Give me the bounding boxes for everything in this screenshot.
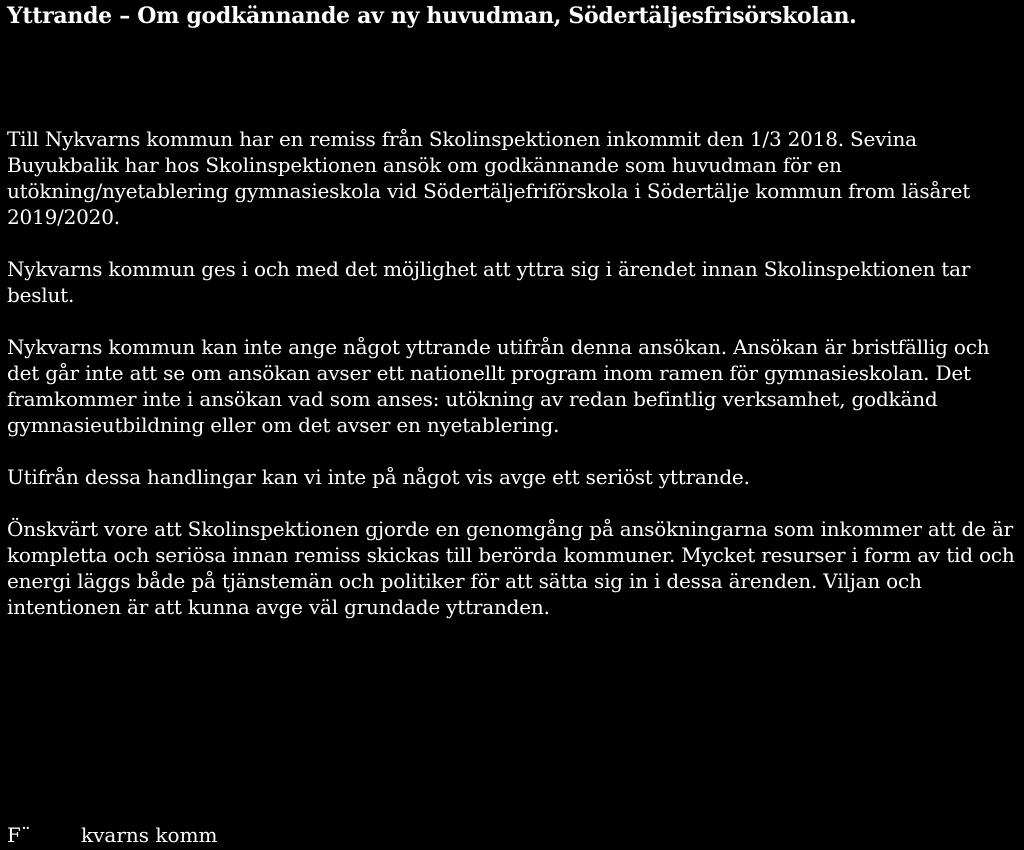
signature-text: kvarns komm [81, 823, 218, 847]
paragraph-remiss-info: Till Nykvarns kommun har en remiss från Skolinspektionen inkommit den 1/3 2018. Sevina Buyukbalik har hos Skolinspektionen ansök om godkännande som huvudman för en utökning/nyetablering gymnasieskola vid Södertäljefriförskola i Södertälje kommun from läsåret 2019/2020. [7, 127, 971, 229]
paragraph-request: Önskvärt vore att Skolinspektionen gjorde en genomgång på ansökningarna som inkommer att de är kompletta och seriösa innan remiss skickas till berörda kommuner. Mycket resurser i form av tid och energi läggs både på tjänstemän och politiker för att sätta sig in i dessa ärenden. Viljan och intentionen är att kunna avge väl grundade yttranden. [7, 517, 1015, 619]
paragraph-assessment: Nykvarns kommun kan inte ange något yttrande utifrån denna ansökan. Ansökan är bristfällig och det går inte att se om ansökan avser ett nationellt program inom ramen för gymnasieskolan. Det framkommer inte i ansökan vad som anses: utökning av redan befintlig verksamhet, godkänd gymnasieutbildning eller om det avser en nyetablering. [7, 335, 990, 437]
paragraph-opportunity: Nykvarns kommun ges i och med det möjlighet att yttra sig i ärendet innan Skolinspektionen tar beslut. [7, 257, 971, 307]
document-title: Yttrande – Om godkännande av ny huvudman, Södertäljesfrisörskolan. [7, 3, 857, 29]
signature-prefix: F¨ [7, 823, 31, 847]
document-body [7, 126, 1017, 620]
paragraph-conclusion: Utifrån dessa handlingar kan vi inte på något vis avge ett seriöst yttrande. [7, 465, 750, 489]
signature-line [7, 822, 218, 848]
